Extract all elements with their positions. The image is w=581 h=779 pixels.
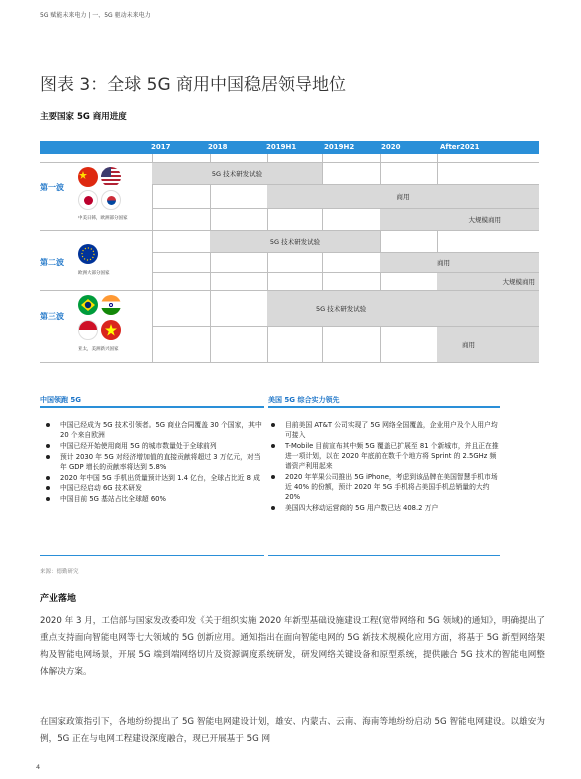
body-paragraph: 在国家政策指引下，各地纷纷提出了 5G 智能电网建设计划，雄安、内蒙古、云南、海南等地纷纷启动 5G 智能电网建设。以雄安为例，5G 正在与电网工程建设深度融合，现已开展基于 5G 网	[40, 717, 545, 744]
wave-label: 第三波	[40, 312, 64, 321]
source-note: 来源：德勤研究	[40, 569, 79, 575]
right-column-heading: 美国 5G 综合实力领先	[268, 396, 340, 404]
column-divider	[40, 555, 264, 556]
section-heading: 产业落地	[40, 594, 77, 604]
list-item: 预计 2030 年 5G 对经济增加值的直接贡献将超过 3 万亿元，对当年 GDP 增长的贡献率将达到 5.8%	[43, 452, 264, 472]
page-number: 4	[36, 763, 41, 771]
commercial-bar: 商用	[437, 327, 539, 362]
china-5g-list	[43, 420, 264, 505]
list-item: 中国已经开始使用商用 5G 的城市数量处于全球前列	[43, 441, 264, 451]
chart-subheading: 主要国家 5G 商用进度	[40, 112, 127, 122]
eu-flag-icon	[78, 244, 98, 264]
grid-line	[40, 362, 539, 363]
large-scale-commercial-bar: 大规模商用	[380, 209, 539, 230]
year-label: 2019H1	[266, 143, 297, 151]
body-paragraph: 2020 年 3 月，工信部与国家发改委印发《关于组织实施 2020 年新型基础设施建设工程(宽带网络和 5G 领域)的通知》，明确提出了重点支持面向智能电网等七大领域的 5G 创新应用。通知指出在面向智能电网的 5G 新技术规模化应用方面，将基于 5G 新型网络架构及智能电网场景，开展 5G 端到端网络切片及资源调度系统研发，研发网络关键设备和原型系统，提供融合 5G 技术的智能电网整体解决方案。	[40, 616, 545, 677]
wave-label: 第一波	[40, 183, 64, 192]
rnd-trial-bar: 5G 技术研发试验	[210, 231, 380, 252]
indonesia-flag-icon	[78, 320, 98, 340]
column-divider	[268, 406, 500, 408]
korea-flag-icon	[101, 190, 121, 210]
list-item: 中国已经启动 6G 技术研发	[43, 483, 264, 493]
india-flag-icon	[101, 295, 121, 315]
commercial-bar: 商用	[267, 185, 539, 208]
rnd-trial-bar: 5G 技术研发试验	[267, 291, 539, 326]
vietnam-flag-icon	[101, 320, 121, 340]
usa-5g-list	[268, 420, 500, 514]
year-label: 2017	[151, 143, 171, 151]
left-column-heading: 中国领跑 5G	[40, 396, 82, 404]
grid-line	[152, 154, 153, 362]
column-divider	[268, 555, 500, 556]
year-label: 2020	[381, 143, 401, 151]
wave-label: 第二波	[40, 258, 64, 267]
year-label: 2018	[208, 143, 228, 151]
year-label: 2019H2	[324, 143, 355, 151]
list-item: 2020 年中国 5G 手机出货量预计达到 1.4 亿台，全球占比近 8 成	[43, 473, 264, 483]
rnd-trial-bar: 5G 技术研发试验	[152, 163, 322, 184]
wave-countries-note: 中美日韩，欧洲部分国家	[78, 216, 128, 221]
timeline-year-bar	[40, 141, 539, 154]
grid-line	[210, 154, 211, 362]
list-item: T-Mobile 目前宣布其中频 5G 覆盖已扩展至 81 个新城市，并且正在推进一项计划，以在 2020 年底前在数千个地方将 Sprint 的 2.5GHz 频谱资产利用起来	[268, 441, 500, 472]
list-item: 中国目前 5G 基站占比全球超 60%	[43, 494, 264, 504]
figure-title: 图表 3：全球 5G 商用中国稳居领导地位	[40, 75, 347, 95]
wave-countries-note: 亚太，美洲新兴国家	[78, 347, 119, 352]
list-item: 2020 年苹果公司推出 5G iPhone，考虑到该品牌在美国智慧手机市场近 40% 的份额，预计 2020 年 5G 手机将占美国手机总销量的大约 20%	[268, 472, 500, 503]
brazil-flag-icon	[78, 295, 98, 315]
wave-countries-note: 欧洲大部分国家	[78, 271, 110, 276]
large-scale-commercial-bar: 大规模商用	[437, 273, 539, 290]
list-item: 美国四大移动运营商的 5G 用户数已达 408.2 万户	[268, 503, 500, 513]
running-header: 5G 赋能未来电力 | 一、5G 驱动未来电力	[40, 12, 151, 19]
usa-flag-icon	[101, 167, 121, 187]
commercial-bar: 商用	[380, 253, 539, 272]
list-item: 目前美国 AT&T 公司实现了 5G 网络全国覆盖，企业用户及个人用户均可接入	[268, 420, 500, 440]
china-flag-icon	[78, 167, 98, 187]
column-divider	[40, 406, 264, 408]
japan-flag-icon	[78, 190, 98, 210]
year-label: After2021	[440, 143, 480, 151]
list-item: 中国已经成为 5G 技术引领者。5G 商业合同覆盖 30 个国家，其中 20 个来自欧洲	[43, 420, 264, 440]
